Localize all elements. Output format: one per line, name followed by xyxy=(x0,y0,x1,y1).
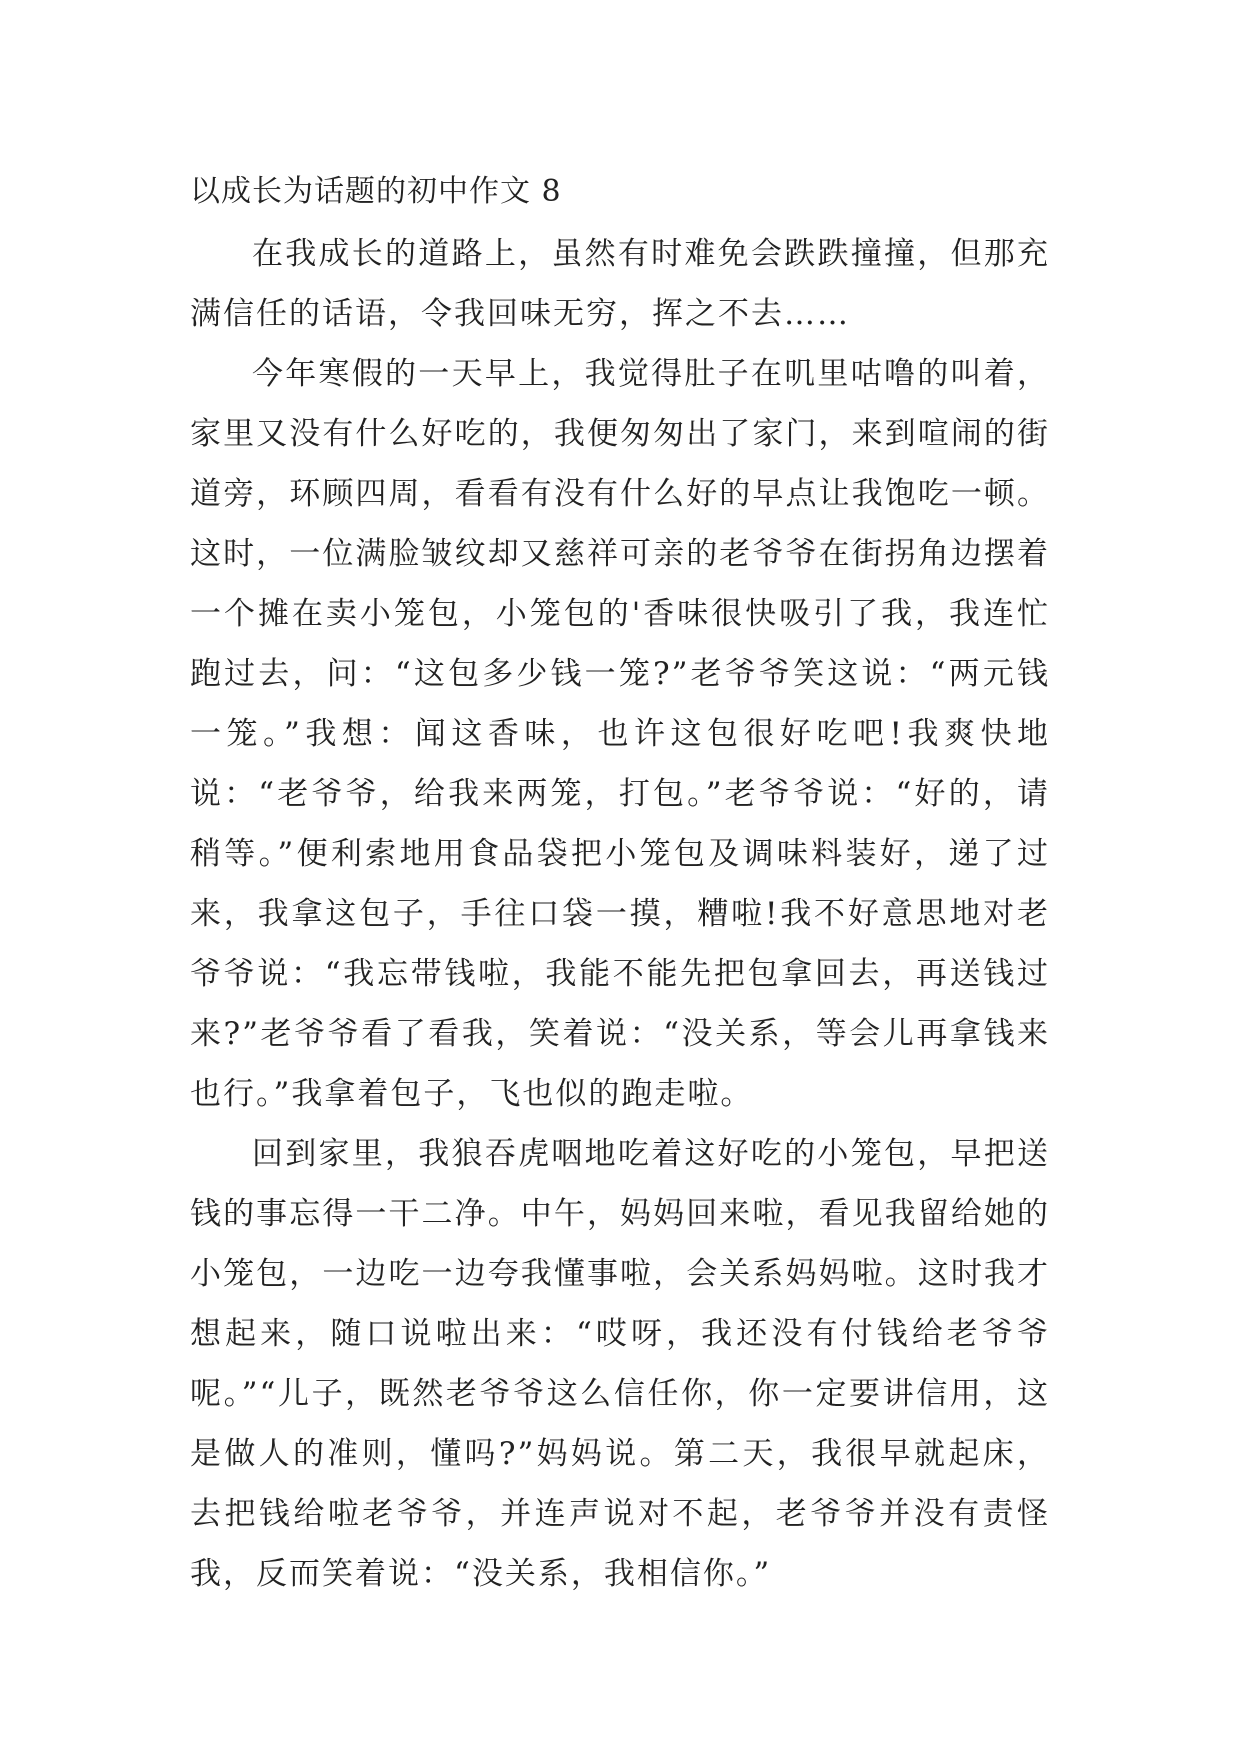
paragraph-intro: 在我成长的道路上，虽然有时难免会跌跌撞撞，但那充满信任的话语，令我回味无穷，挥之不去…… xyxy=(190,236,1050,332)
document-title: 以成长为话题的初中作文 8 xyxy=(190,174,562,209)
paragraph-ending: 回到家里，我狼吞虎咽地吃着这好吃的小笼包，早把送钱的事忘得一干二净。中午，妈妈回来啦，看见我留给她的小笼包，一边吃一边夸我懂事啦，会关系妈妈啦。这时我才想起来，随口说啦出来：“哎呀，我还没有付钱给老爷爷呢。”“儿子，既然老爷爷这么信任你，你一定要讲信用，这是做人的准则，懂吗?”妈妈说。第二天，我很早就起床，去把钱给啦老爷爷，并连声说对不起，老爷爷并没有责怪我，反而笑着说：“没关系，我相信你。” xyxy=(190,1136,1050,1592)
document-body xyxy=(190,162,1050,1604)
paragraph-story: 今年寒假的一天早上，我觉得肚子在叽里咕噜的叫着，家里又没有什么好吃的，我便匆匆出了家门，来到喧闹的街道旁，环顾四周，看看有没有什么好的早点让我饱吃一顿。这时，一位满脸皱纹却又慈祥可亲的老爷爷在街拐角边摆着一个摊在卖小笼包，小笼包的'香味很快吸引了我，我连忙跑过去，问：“这包多少钱一笼?”老爷爷笑这说：“两元钱一笼。”我想：闻这香味，也许这包很好吃吧!我爽快地说：“老爷爷，给我来两笼，打包。”老爷爷说：“好的，请稍等。”便利索地用食品袋把小笼包及调味料装好，递了过来，我拿这包子，手往口袋一摸，糟啦!我不好意思地对老爷爷说：“我忘带钱啦，我能不能先把包拿回去，再送钱过来?”老爷爷看了看我，笑着说：“没关系，等会儿再拿钱来也行。”我拿着包子，飞也似的跑走啦。 xyxy=(190,356,1050,1112)
